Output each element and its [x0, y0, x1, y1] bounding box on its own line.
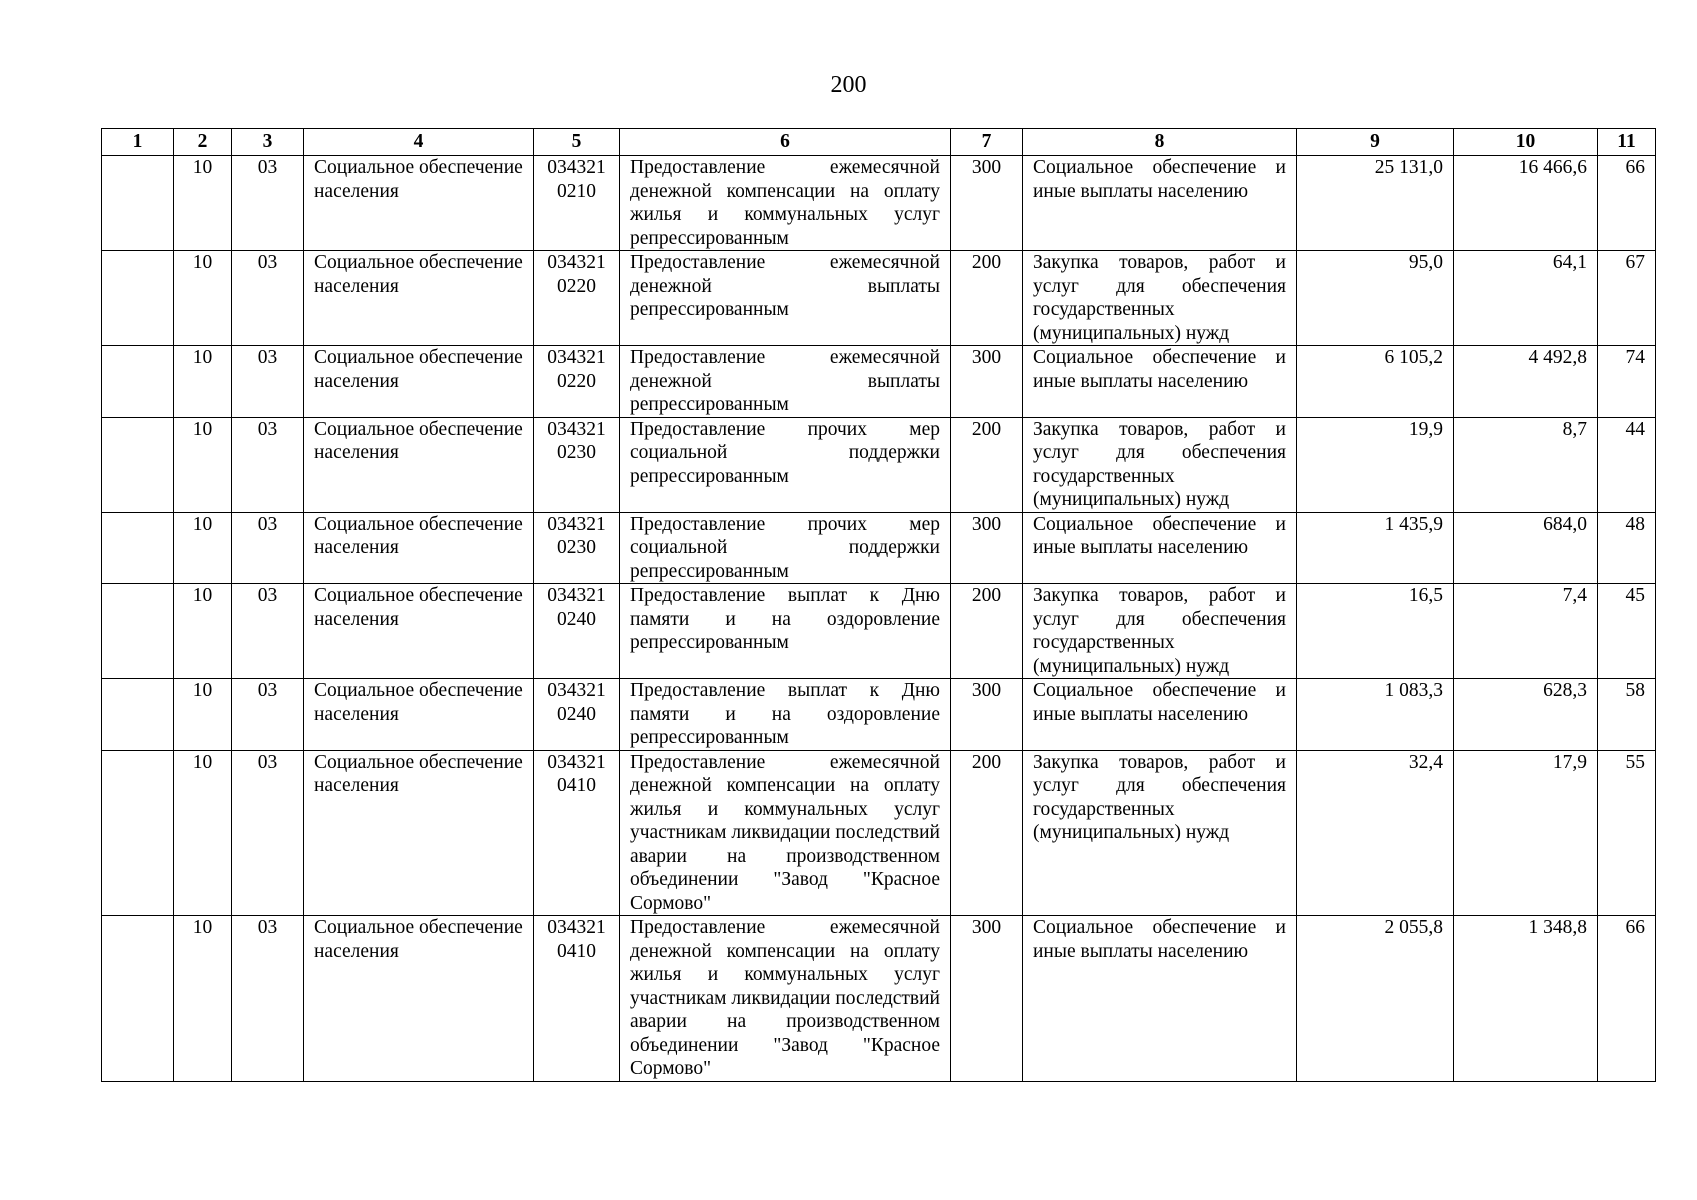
cell-expense-name: Социальное обеспечение и иные выплаты населению: [1023, 156, 1297, 251]
cell-section: 10: [174, 679, 232, 751]
column-header: 2: [174, 129, 232, 156]
cell-amount-col-10: 8,7: [1454, 417, 1598, 512]
column-header: 6: [620, 129, 951, 156]
cell-target-code: 034321 0220: [534, 251, 620, 346]
cell-expense-name: Социальное обеспечение и иные выплаты населению: [1023, 679, 1297, 751]
cell-amount-col-10: 16 466,6: [1454, 156, 1598, 251]
column-header: 4: [304, 129, 534, 156]
cell-expense-code: 300: [951, 916, 1023, 1082]
table-row: [102, 679, 1656, 751]
cell-section: 10: [174, 584, 232, 679]
cell-target-code: 034321 0410: [534, 750, 620, 916]
cell-subsection: 03: [232, 584, 304, 679]
cell-target-name: Предоставление ежемесячной денежной выплаты репрессированным: [620, 251, 951, 346]
cell-expense-name: Закупка товаров, работ и услуг для обеспечения государственных (муниципальных) нужд: [1023, 750, 1297, 916]
cell-percent-col-11: 58: [1598, 679, 1656, 751]
cell-target-code: 034321 0240: [534, 584, 620, 679]
cell-percent-col-11: 66: [1598, 916, 1656, 1082]
cell-expense-name: Закупка товаров, работ и услуг для обеспечения государственных (муниципальных) нужд: [1023, 417, 1297, 512]
column-header: 7: [951, 129, 1023, 156]
cell-section: 10: [174, 346, 232, 418]
cell-amount-col-10: 17,9: [1454, 750, 1598, 916]
cell-expense-name: Закупка товаров, работ и услуг для обеспечения государственных (муниципальных) нужд: [1023, 584, 1297, 679]
cell-amount-col-10: 1 348,8: [1454, 916, 1598, 1082]
cell-subsection: 03: [232, 417, 304, 512]
cell-amount-col-9: 19,9: [1297, 417, 1454, 512]
cell-target-name: Предоставление прочих мер социальной поддержки репрессированным: [620, 417, 951, 512]
cell-col-1: [102, 417, 174, 512]
cell-amount-col-9: 25 131,0: [1297, 156, 1454, 251]
table-row: [102, 750, 1656, 916]
cell-subsection: 03: [232, 251, 304, 346]
cell-target-code: 034321 0240: [534, 679, 620, 751]
cell-expense-code: 200: [951, 584, 1023, 679]
cell-percent-col-11: 66: [1598, 156, 1656, 251]
cell-expense-code: 300: [951, 346, 1023, 418]
cell-subsection-name: Социальное обеспечение населения: [304, 251, 534, 346]
cell-expense-name: Социальное обеспечение и иные выплаты населению: [1023, 916, 1297, 1082]
cell-target-name: Предоставление ежемесячной денежной компенсации на оплату жилья и коммунальных услуг репрессированным: [620, 156, 951, 251]
budget-table: [101, 128, 1656, 1082]
cell-subsection: 03: [232, 916, 304, 1082]
table-row: [102, 251, 1656, 346]
table-row: [102, 156, 1656, 251]
cell-subsection-name: Социальное обеспечение населения: [304, 679, 534, 751]
cell-target-name: Предоставление выплат к Дню памяти и на оздоровление репрессированным: [620, 679, 951, 751]
cell-expense-code: 300: [951, 679, 1023, 751]
cell-amount-col-9: 1 435,9: [1297, 512, 1454, 584]
cell-col-1: [102, 679, 174, 751]
cell-amount-col-10: 7,4: [1454, 584, 1598, 679]
table-row: [102, 512, 1656, 584]
cell-percent-col-11: 67: [1598, 251, 1656, 346]
cell-col-1: [102, 156, 174, 251]
page-number: 200: [830, 72, 867, 98]
cell-subsection: 03: [232, 750, 304, 916]
header-row: [102, 129, 1656, 156]
cell-section: 10: [174, 750, 232, 916]
table-row: [102, 417, 1656, 512]
cell-col-1: [102, 251, 174, 346]
cell-subsection: 03: [232, 156, 304, 251]
cell-amount-col-9: 6 105,2: [1297, 346, 1454, 418]
cell-percent-col-11: 55: [1598, 750, 1656, 916]
cell-target-name: Предоставление ежемесячной денежной компенсации на оплату жилья и коммунальных услуг участникам ликвидации последствий аварии на производственном объединении "Завод "Красное Сормово": [620, 750, 951, 916]
cell-subsection: 03: [232, 346, 304, 418]
cell-amount-col-9: 95,0: [1297, 251, 1454, 346]
cell-amount-col-10: 4 492,8: [1454, 346, 1598, 418]
cell-subsection: 03: [232, 512, 304, 584]
column-header: 1: [102, 129, 174, 156]
cell-amount-col-9: 16,5: [1297, 584, 1454, 679]
cell-subsection-name: Социальное обеспечение населения: [304, 156, 534, 251]
cell-section: 10: [174, 156, 232, 251]
cell-amount-col-9: 1 083,3: [1297, 679, 1454, 751]
column-header: 5: [534, 129, 620, 156]
cell-section: 10: [174, 916, 232, 1082]
cell-amount-col-9: 32,4: [1297, 750, 1454, 916]
cell-expense-name: Социальное обеспечение и иные выплаты населению: [1023, 346, 1297, 418]
cell-subsection-name: Социальное обеспечение населения: [304, 916, 534, 1082]
column-header: 8: [1023, 129, 1297, 156]
table-row: [102, 916, 1656, 1082]
cell-target-code: 034321 0220: [534, 346, 620, 418]
cell-section: 10: [174, 251, 232, 346]
cell-expense-code: 300: [951, 512, 1023, 584]
cell-expense-name: Закупка товаров, работ и услуг для обеспечения государственных (муниципальных) нужд: [1023, 251, 1297, 346]
cell-target-name: Предоставление выплат к Дню памяти и на оздоровление репрессированным: [620, 584, 951, 679]
cell-col-1: [102, 750, 174, 916]
cell-subsection: 03: [232, 679, 304, 751]
cell-col-1: [102, 346, 174, 418]
cell-target-code: 034321 0210: [534, 156, 620, 251]
cell-subsection-name: Социальное обеспечение населения: [304, 584, 534, 679]
cell-col-1: [102, 512, 174, 584]
cell-col-1: [102, 584, 174, 679]
cell-expense-code: 300: [951, 156, 1023, 251]
column-header: 3: [232, 129, 304, 156]
table-row: [102, 584, 1656, 679]
cell-percent-col-11: 74: [1598, 346, 1656, 418]
cell-expense-code: 200: [951, 417, 1023, 512]
cell-target-name: Предоставление прочих мер социальной поддержки репрессированным: [620, 512, 951, 584]
column-header: 9: [1297, 129, 1454, 156]
cell-expense-name: Социальное обеспечение и иные выплаты населению: [1023, 512, 1297, 584]
column-header: 11: [1598, 129, 1656, 156]
cell-expense-code: 200: [951, 251, 1023, 346]
cell-amount-col-10: 684,0: [1454, 512, 1598, 584]
cell-subsection-name: Социальное обеспечение населения: [304, 417, 534, 512]
cell-percent-col-11: 44: [1598, 417, 1656, 512]
cell-amount-col-9: 2 055,8: [1297, 916, 1454, 1082]
cell-percent-col-11: 45: [1598, 584, 1656, 679]
cell-col-1: [102, 916, 174, 1082]
cell-expense-code: 200: [951, 750, 1023, 916]
cell-target-code: 034321 0230: [534, 512, 620, 584]
cell-target-name: Предоставление ежемесячной денежной выплаты репрессированным: [620, 346, 951, 418]
cell-target-code: 034321 0410: [534, 916, 620, 1082]
cell-target-name: Предоставление ежемесячной денежной компенсации на оплату жилья и коммунальных услуг участникам ликвидации последствий аварии на производственном объединении "Завод "Красное Сормово": [620, 916, 951, 1082]
cell-subsection-name: Социальное обеспечение населения: [304, 750, 534, 916]
cell-subsection-name: Социальное обеспечение населения: [304, 512, 534, 584]
cell-percent-col-11: 48: [1598, 512, 1656, 584]
cell-subsection-name: Социальное обеспечение населения: [304, 346, 534, 418]
column-header: 10: [1454, 129, 1598, 156]
table-row: [102, 346, 1656, 418]
cell-amount-col-10: 628,3: [1454, 679, 1598, 751]
cell-amount-col-10: 64,1: [1454, 251, 1598, 346]
cell-target-code: 034321 0230: [534, 417, 620, 512]
cell-section: 10: [174, 417, 232, 512]
cell-section: 10: [174, 512, 232, 584]
